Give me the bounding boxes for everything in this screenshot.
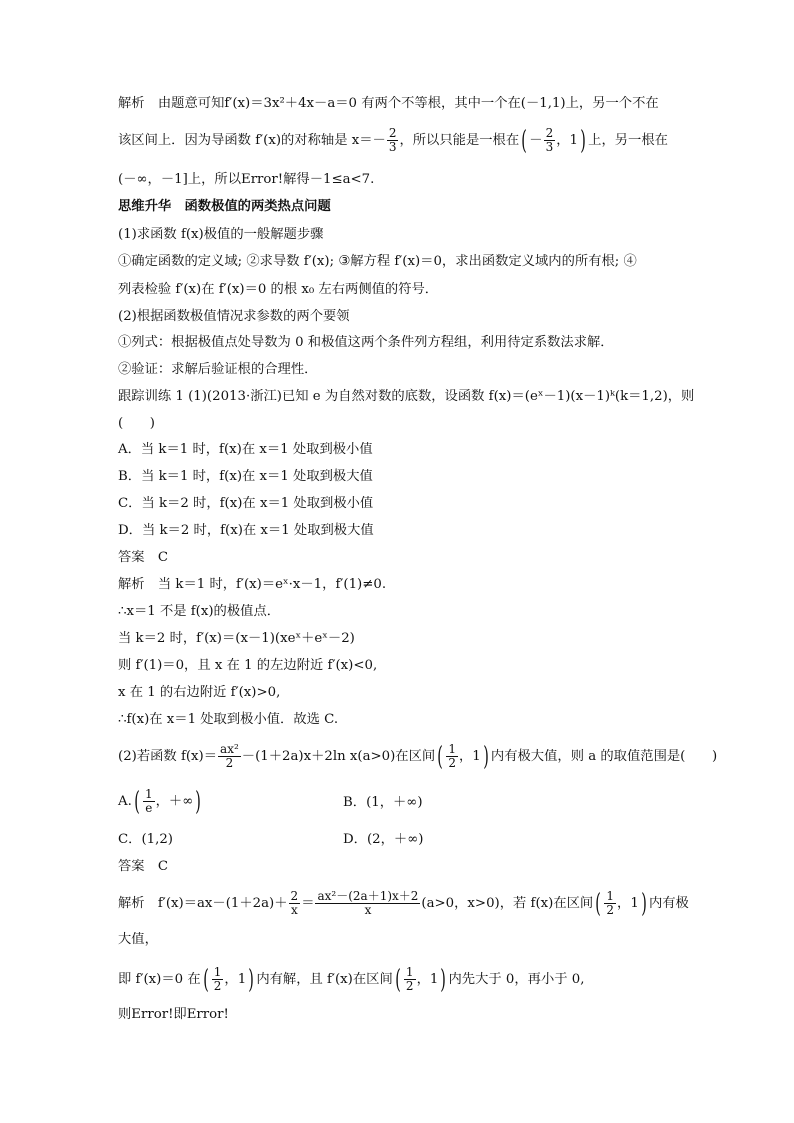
q1-stem: 跟踪训练 1 (1)(2013·浙江)已知 e 为自然对数的底数，设函数 f(x)＝(eˣ－1)(x－1)ᵏ(k＝1,2)，则 xyxy=(118,389,695,404)
axis-text-2: ，所以只能是一根在 xyxy=(399,133,520,148)
q1-option-d: D．当 k＝2 时，f(x)在 x＝1 处取到极大值 xyxy=(118,523,374,538)
analysis-line-2: 该区间上．因为导函数 f′(x)的对称轴是 x＝－ $\frac{2}{3}$ ，所以只能是一根在( － $\frac{2}{3}$ ，1) 上，另一根在 xyxy=(118,125,668,156)
analysis-line-1 xyxy=(118,96,659,112)
q1-answer: 答案 C xyxy=(118,550,169,565)
q1-option-b: B．当 k＝1 时，f(x)在 x＝1 处取到极大值 xyxy=(118,469,373,484)
q1-paren: ( ) xyxy=(118,416,155,431)
q2-option-c: C．(1,2) xyxy=(118,832,173,847)
q2-option-a: A.( $\frac{1}{e}$ ，＋∞) xyxy=(118,786,202,817)
analysis-intro: 解析 由题意可知 xyxy=(118,96,225,111)
q2-answer: 答案 C xyxy=(118,859,169,874)
q1-analysis-4: 则 f′(1)＝0，且 x 在 1 的左边附近 f′(x)<0, xyxy=(118,658,378,673)
think-step2-line2: ②验证：求解后验证根的合理性． xyxy=(118,362,318,377)
q1-analysis-2: ∴x＝1 不是 f(x)的极值点． xyxy=(118,604,281,619)
analysis-line-3: (－∞，－1]上，所以Error!解得－1≤a<7. xyxy=(118,172,375,187)
analysis-derivative: f′(x)＝3x²＋4x－a＝0 有两个不等根，其中一个在(－1,1)上，另一个不在 xyxy=(224,96,659,111)
q1-option-a: A．当 k＝1 时，f(x)在 x＝1 处取到极小值 xyxy=(118,442,373,457)
q2-interval-fraction: $\frac{1}{2}$ xyxy=(448,742,456,770)
q2-fraction-ax2: $\frac{\text{ax²}}{2}$ xyxy=(220,742,239,770)
think-step2-title: (2)根据函数极值情况求参数的两个要领 xyxy=(118,309,350,324)
q2-option-b: B．(1，＋∞) xyxy=(343,795,423,810)
q2-analysis-2: 大值， xyxy=(118,932,158,947)
q2-analysis-interval-3: $\frac{1}{2}$ xyxy=(405,965,414,993)
interval-fraction: $\frac{2}{3}$ xyxy=(545,126,554,154)
think-title: 思维升华 函数极值的两类热点问题 xyxy=(118,199,331,214)
think-step1-line1: ①确定函数的定义域; ②求导数 f′(x); ③解方程 f′(x)＝0，求出函数定义域内的所有根; ④ xyxy=(118,254,637,269)
think-step1-title: (1)求函数 f(x)极值的一般解题步骤 xyxy=(118,227,324,242)
q1-option-c: C．当 k＝2 时，f(x)在 x＝1 处取到极小值 xyxy=(118,496,374,511)
q2-analysis-interval-1: $\frac{1}{2}$ xyxy=(606,889,615,917)
q2-fraction-2-over-x: $\frac{2}{x}$ xyxy=(290,889,299,917)
q2-analysis-interval-2: $\frac{1}{2}$ xyxy=(213,965,222,993)
fraction-two-thirds: $\frac{2}{3}$ xyxy=(388,126,397,154)
q1-analysis-3: 当 k＝2 时，f′(x)＝(x－1)(xeˣ＋eˣ－2) xyxy=(118,631,355,646)
q2-stem: (2)若函数 f(x)＝ $\frac{\text{ax²}}{2}$ －(1＋2a)x＋2ln x(a>0)在区间( $\frac{1}{2}$ ，1) 内有极大值，则 a 的取值范围是( ) xyxy=(118,741,718,772)
q2-analysis-4: 则Error!即Error! xyxy=(118,1007,229,1022)
q2-analysis-3: 即 f′(x)＝0 在( $\frac{1}{2}$ ，1) 内有解，且 f′(x)在区间( $\frac{1}{2}$ ，1) 内先大于 0，再小于 0, xyxy=(118,964,585,995)
axis-text-3: 上，另一根在 xyxy=(588,133,668,148)
q1-analysis-5: x 在 1 的右边附近 f′(x)>0, xyxy=(118,685,281,700)
q2-analysis-1: 解析 f′(x)＝ax－(1＋2a)＋ $\frac{2}{x}$ ＝ $\frac{\text{ax²－(2a＋1)x＋2}}{x}$ (a>0，x>0)，若 f(x)在区间( $\frac{1}{2}$ ，1) 内有极 xyxy=(118,888,689,919)
q1-analysis-1: 解析 当 k＝1 时，f′(x)＝eˣ·x－1，f′(1)≠0. xyxy=(118,577,387,592)
think-step1-line2: 列表检验 f′(x)在 f′(x)＝0 的根 x₀ 左右两侧值的符号． xyxy=(118,282,439,297)
q2-fraction-quadratic: $\frac{\text{ax²－(2a＋1)x＋2}}{x}$ xyxy=(317,889,419,917)
q1-analysis-6: ∴f(x)在 x＝1 处取到极小值．故选 C. xyxy=(118,712,339,727)
q2-option-a-fraction: $\frac{1}{e}$ xyxy=(145,787,153,815)
think-step2-line1: ①列式：根据极值点处导数为 0 和极值这两个条件列方程组，利用待定系数法求解． xyxy=(118,335,614,350)
q2-option-d: D．(2，＋∞) xyxy=(343,832,424,847)
axis-text: 该区间上．因为导函数 f′(x)的对称轴是 x＝－ xyxy=(118,133,386,148)
